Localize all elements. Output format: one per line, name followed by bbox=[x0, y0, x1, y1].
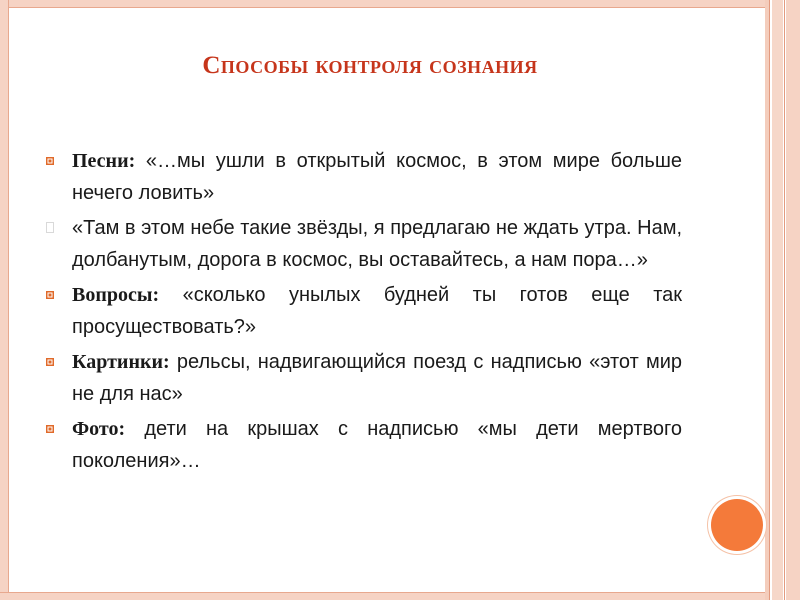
item-text: «сколько унылых будней ты готов еще так просуществовать?» bbox=[72, 284, 682, 338]
list-item bbox=[42, 212, 682, 276]
right-band-line bbox=[784, 0, 785, 600]
bullet-icon bbox=[46, 157, 54, 165]
orange-circle-decoration bbox=[711, 499, 763, 551]
frame-bottom-line bbox=[0, 592, 800, 593]
frame-left bbox=[0, 0, 8, 600]
item-label: Картинки: bbox=[72, 351, 170, 373]
slide-title: Способы контроля сознания bbox=[202, 52, 538, 79]
empty-bullet-icon bbox=[46, 222, 54, 233]
item-text: «Там в этом небе такие звёзды, я предлагаю не ждать утра. Нам, долбанутым, дорога в космос, вы оставайтесь, а нам пора…» bbox=[72, 217, 682, 271]
item-label: Песни: bbox=[72, 150, 136, 172]
frame-left-line bbox=[8, 0, 9, 600]
bullet-list bbox=[42, 145, 682, 480]
frame-top bbox=[0, 0, 800, 7]
list-item bbox=[42, 413, 682, 477]
item-label: Вопросы: bbox=[72, 284, 160, 306]
item-text: дети на крышах с надписью «мы дети мертвого поколения»… bbox=[72, 418, 682, 472]
frame-top-line bbox=[0, 7, 800, 8]
list-item bbox=[42, 145, 682, 209]
bullet-icon bbox=[46, 358, 54, 366]
list-item bbox=[42, 279, 682, 343]
right-band-stripe bbox=[786, 0, 800, 600]
right-band-line bbox=[769, 0, 770, 600]
bullet-icon bbox=[46, 291, 54, 299]
bullet-icon bbox=[46, 425, 54, 433]
frame-bottom bbox=[0, 593, 800, 600]
item-label: Фото: bbox=[72, 418, 126, 440]
list-item bbox=[42, 346, 682, 410]
right-band-stripe bbox=[772, 0, 783, 600]
item-text: рельсы, надвигающийся поезд с надписью «этот мир не для нас» bbox=[72, 351, 682, 405]
item-text: «…мы ушли в открытый космос, в этом мире больше нечего ловить» bbox=[72, 150, 682, 204]
